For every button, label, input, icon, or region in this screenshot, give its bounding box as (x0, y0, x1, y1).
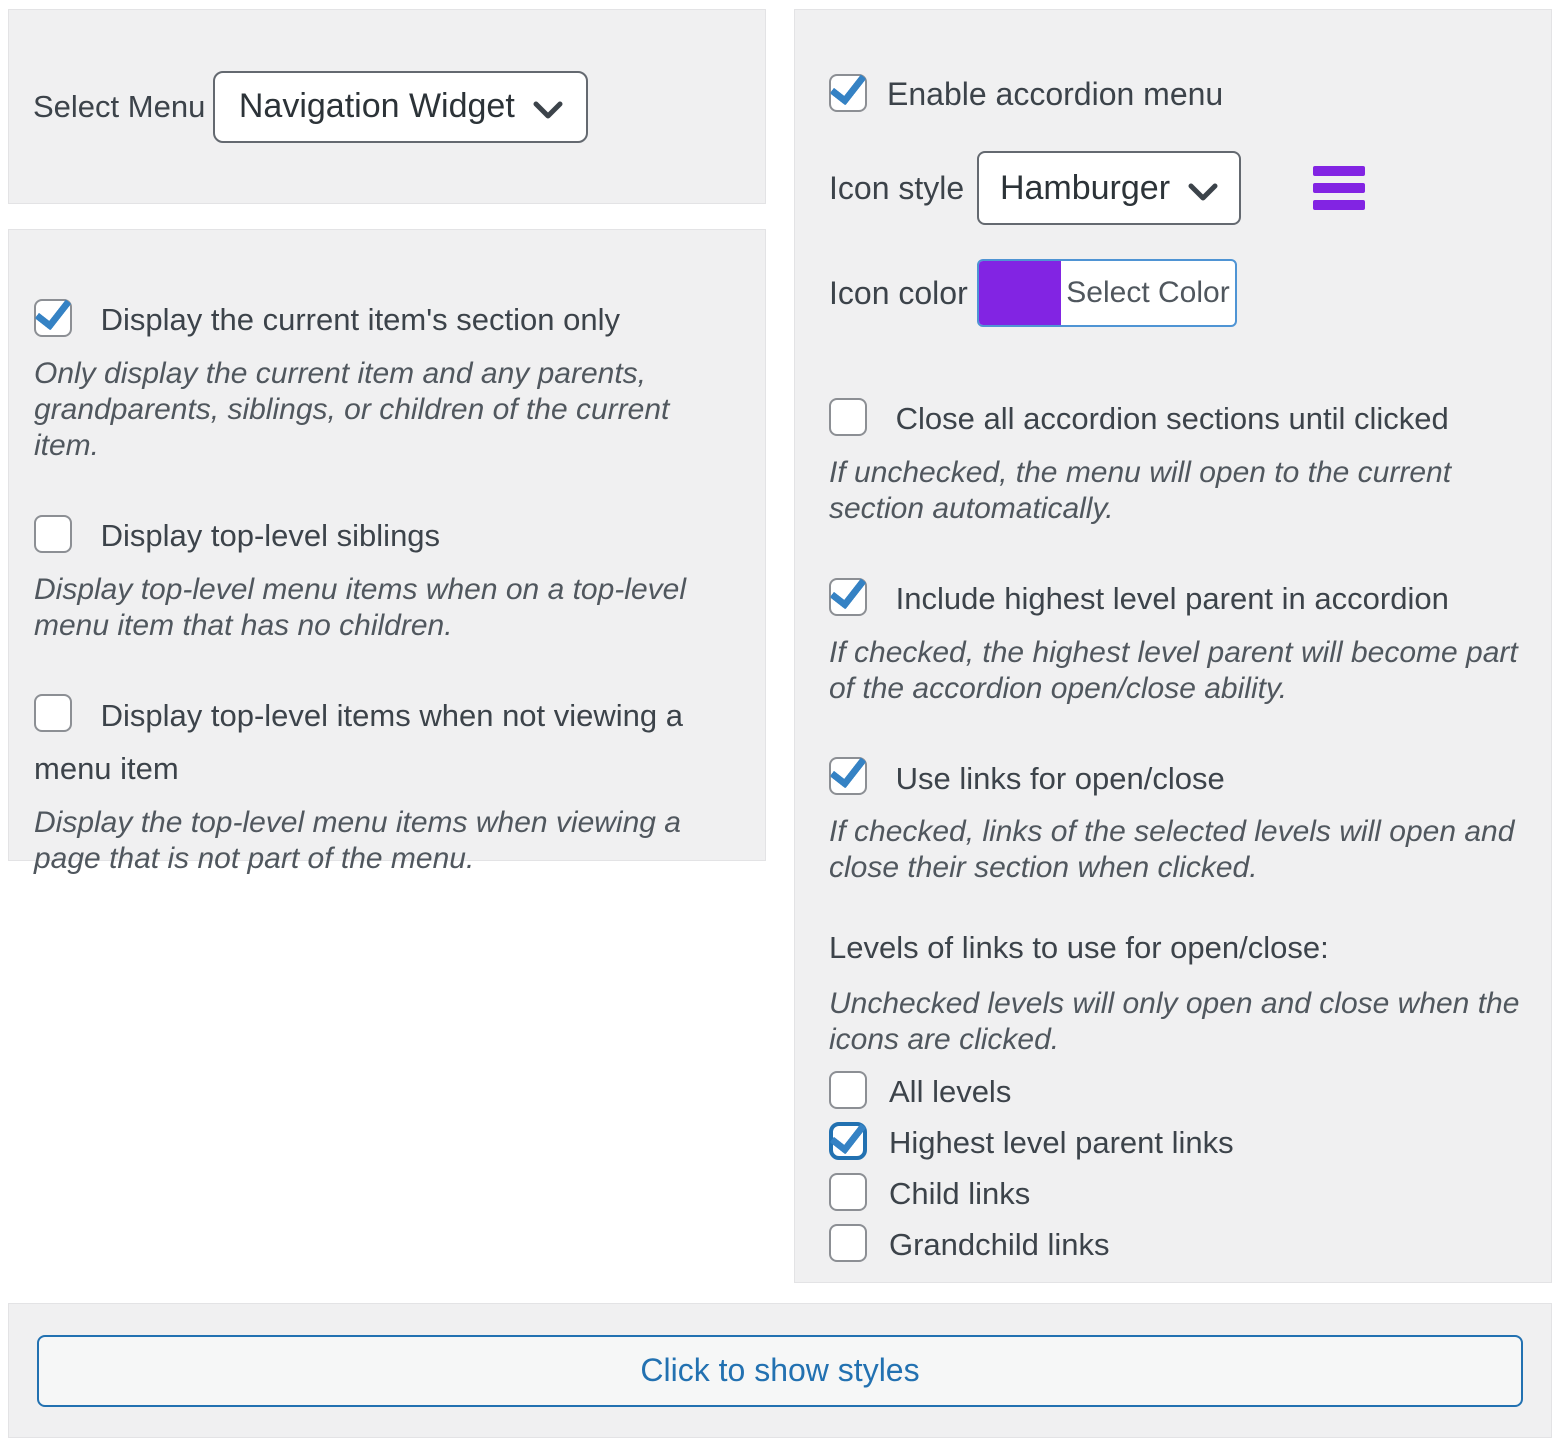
icon-color-row (829, 259, 1523, 327)
check-icon (830, 66, 867, 105)
select-menu-panel (8, 9, 766, 204)
option-label: Use links for open/close (895, 760, 1225, 796)
level-label: Highest level parent links (889, 1125, 1234, 1161)
select-menu-label: Select Menu (33, 88, 206, 124)
levels-description: Unchecked levels will only open and close when the icons are clicked. (829, 987, 1520, 1057)
icon-style-row (829, 151, 1523, 225)
option-row (829, 571, 1523, 707)
chevron-down-icon (533, 89, 563, 128)
option-label: Close all accordion sections until clicked (895, 400, 1449, 436)
check-icon (830, 570, 867, 609)
option-label: Display top-level items when not viewing a menu item (34, 697, 684, 787)
option-description: Only display the current item and any parents, grandparents, siblings, or children of the current item. (34, 356, 670, 462)
option-description: If checked, links of the selected levels will open and close their section when clicked. (829, 815, 1515, 885)
icon-color-label: Icon color (829, 274, 968, 311)
checkbox-all-levels[interactable] (829, 1071, 867, 1109)
option-label: Display the current item's section only (100, 301, 620, 337)
level-label: Child links (889, 1176, 1031, 1212)
select-color-button[interactable] (977, 259, 1237, 327)
option-row (34, 688, 737, 878)
option-label: Include highest level parent in accordion (895, 580, 1449, 616)
icon-style-value: Hamburger (999, 168, 1171, 207)
menu-select-value: Navigation Widget (238, 87, 515, 125)
icon-style-select[interactable] (977, 151, 1241, 225)
check-icon (830, 1116, 867, 1155)
footer-bar (8, 1303, 1552, 1438)
checkbox-enable-accordion[interactable] (829, 74, 867, 112)
option-row (829, 391, 1523, 527)
option-row (829, 751, 1523, 887)
option-label: Display top-level siblings (100, 517, 441, 553)
checkbox-grandchild-links[interactable] (829, 1224, 867, 1262)
display-options-panel (8, 229, 766, 876)
enable-accordion-label: Enable accordion menu (887, 76, 1224, 112)
hamburger-icon (1313, 166, 1365, 210)
level-row (829, 1074, 1523, 1110)
checkbox-include-highest-parent[interactable] (829, 578, 867, 616)
option-row (34, 292, 737, 464)
enable-accordion-row (829, 76, 1523, 113)
checkbox-top-level-siblings[interactable] (34, 515, 72, 553)
option-description: Display the top-level menu items when viewing a page that is not part of the menu. (34, 806, 681, 876)
checkbox-top-level-items[interactable] (34, 694, 72, 732)
left-column (8, 9, 766, 1283)
checkbox-close-all-sections[interactable] (829, 398, 867, 436)
checkbox-current-section-only[interactable] (34, 299, 72, 337)
right-column (794, 9, 1552, 1283)
check-icon (35, 291, 72, 330)
icon-style-preview (1283, 166, 1365, 210)
option-description: Display top-level menu items when on a top-level menu item that has no children. (34, 572, 686, 642)
checkbox-use-links-open-close[interactable] (829, 757, 867, 795)
checkbox-highest-level-parent-links[interactable] (829, 1122, 867, 1160)
select-color-label: Select Color (1066, 276, 1230, 309)
show-styles-button[interactable]: Click to show styles (37, 1335, 1523, 1407)
level-row (829, 1176, 1523, 1212)
level-row (829, 1125, 1523, 1161)
levels-heading: Levels of links to use for open/close: (829, 930, 1329, 966)
check-icon (830, 750, 867, 789)
accordion-panel (794, 9, 1552, 1283)
menu-select[interactable] (213, 71, 588, 143)
checkbox-child-links[interactable] (829, 1173, 867, 1211)
icon-style-label: Icon style (829, 169, 965, 206)
icon-color-swatch (979, 261, 1061, 325)
chevron-down-icon (1188, 171, 1218, 210)
level-label: All levels (889, 1074, 1012, 1110)
level-row (829, 1227, 1523, 1263)
option-description: If unchecked, the menu will open to the current section automatically. (829, 455, 1452, 525)
option-description: If checked, the highest level parent will become part of the accordion open/close ability. (829, 635, 1518, 705)
level-label: Grandchild links (889, 1227, 1110, 1263)
option-row (34, 508, 737, 644)
